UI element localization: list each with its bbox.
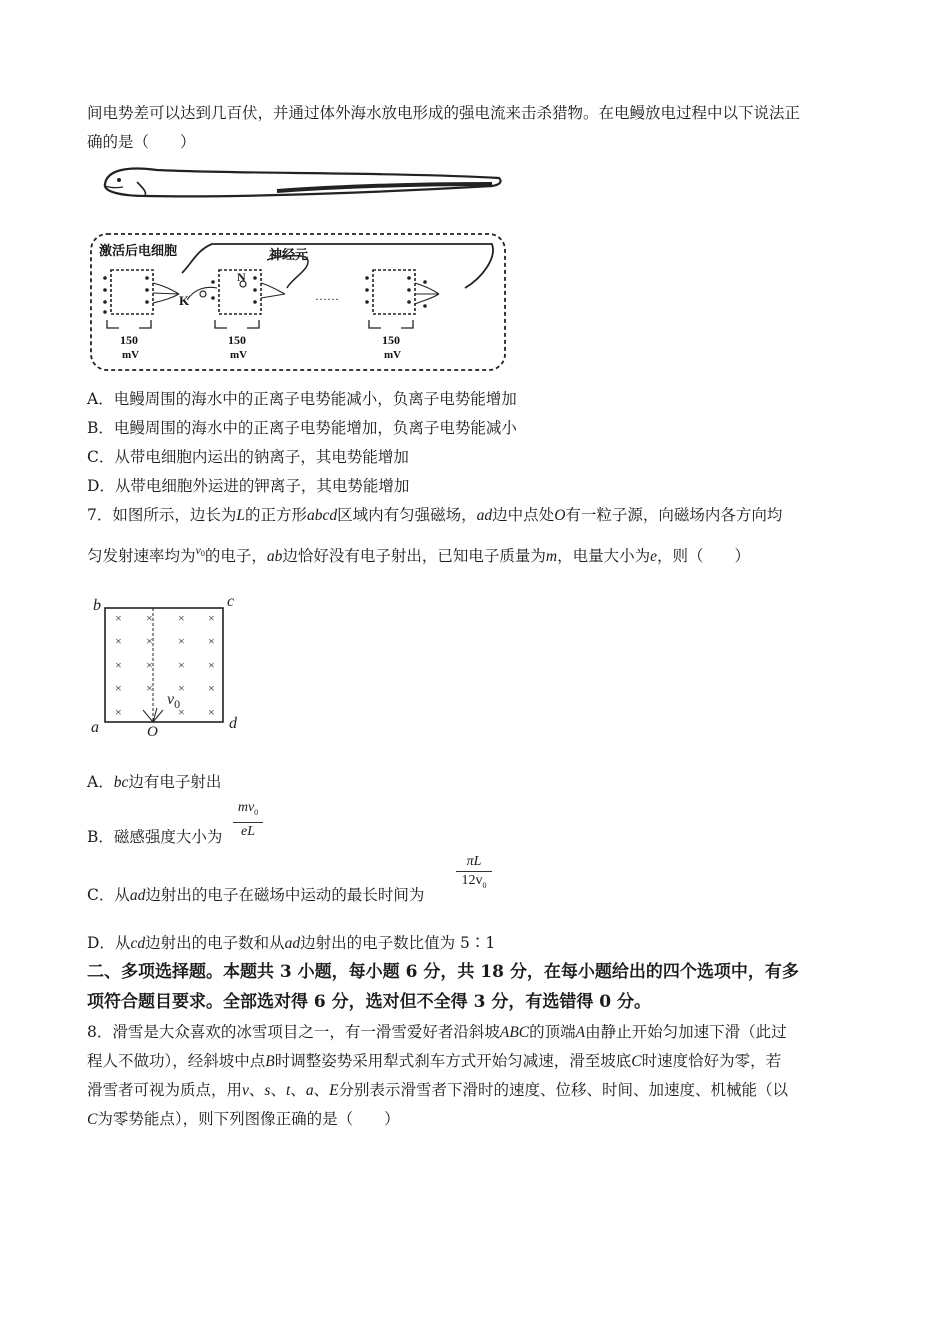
magnetic-field-figure xyxy=(87,590,247,740)
q7-option-b-fraction: $mv_0$ eL xyxy=(233,800,263,840)
q6-option-c: C．从带电细胞内运出的钠离子，其电势能增加 xyxy=(87,448,409,466)
section2-heading-line2: 项符合题目要求。全部选对得 6 分，选对但不全得 3 分，有选错得 0 分。 xyxy=(87,992,651,1012)
q8-line2: 程人不做功），经斜坡中点B时调整姿势采用犁式刹车方式开始匀减速，滑至坡底C时速度恰好为零，若 xyxy=(87,1052,782,1070)
section2-heading-line1: 二、多项选择题。本题共 3 小题，每小题 6 分，共 18 分，在每小题给出的四个选项中，有多 xyxy=(87,962,799,982)
velocity-label: $v_0$ xyxy=(167,691,181,711)
q8-line1: 8．滑雪是大众喜欢的冰雪项目之一，有一滑雪爱好者沿斜坡ABC的顶端A由静止开始匀加速下滑（此过 xyxy=(87,1023,787,1041)
svg-text:×: × xyxy=(178,681,185,695)
svg-text:×: × xyxy=(115,681,122,695)
eel-body xyxy=(105,169,501,197)
svg-text:×: × xyxy=(146,611,153,625)
svg-text:×: × xyxy=(208,681,215,695)
q8-line4: C为零势能点），则下列图像正确的是（ ） xyxy=(87,1110,400,1128)
q7-option-c-fraction: πL $12v_0$ xyxy=(456,854,492,894)
q7-stem-line1: 7．如图所示，边长为L的正方形abcd区域内有匀强磁场，ad边中点处O有一粒子源，向磁场内各方向均 xyxy=(87,506,783,524)
q6-intro-line1: 间电势差可以达到几百伏，并通过体外海水放电形成的强电流来击杀猎物。在电鳗放电过程中以下说法正 xyxy=(87,104,801,122)
neuron-label: 神经元 xyxy=(269,247,309,262)
q7-stem-line2: 匀发射速率均为$^{v0}$的电子，ab边恰好没有电子射出，已知电子质量为m，电量大小为e，则（ ） xyxy=(87,543,750,565)
voltage-unit-1: mV xyxy=(122,349,140,361)
svg-text:×: × xyxy=(208,658,215,672)
svg-text:×: × xyxy=(208,705,215,719)
voltage-value-1: 150 xyxy=(120,333,138,347)
electrocyte-3 xyxy=(365,270,439,328)
svg-text:×: × xyxy=(178,611,185,625)
box-label: 激活后电细胞 xyxy=(99,243,178,258)
corner-c: c xyxy=(227,593,235,610)
svg-text:×: × xyxy=(115,634,122,648)
field-square xyxy=(105,608,223,722)
q7-option-c: C．从ad边射出的电子在磁场中运动的最长时间为 xyxy=(87,886,425,904)
svg-text:×: × xyxy=(146,681,153,695)
svg-text:×: × xyxy=(115,658,122,672)
voltage-unit-3: mV xyxy=(384,349,402,361)
q6-option-b: B．电鳗周围的海水中的正离子电势能增加，负离子电势能减小 xyxy=(87,419,517,437)
electrocyte-2 xyxy=(187,270,285,328)
svg-text:×: × xyxy=(146,634,153,648)
ellipsis-dots: …… xyxy=(315,289,339,303)
q6-option-d: D．从带电细胞外运进的钾离子，其电势能增加 xyxy=(87,477,410,495)
svg-text:×: × xyxy=(115,611,122,625)
label-n: N xyxy=(237,270,246,284)
q8-line3: 滑雪者可视为质点，用v、s、t、a、E分别表示滑雪者下滑时的速度、位移、时间、加速度、机械能（以 xyxy=(87,1081,789,1099)
electrocyte-1 xyxy=(103,270,179,328)
q7-option-a: A．bc边有电子射出 xyxy=(87,773,222,791)
q7-option-b: B．磁感强度大小为 xyxy=(87,828,223,846)
svg-text:×: × xyxy=(115,705,122,719)
voltage-value-2: 150 xyxy=(228,333,246,347)
origin-label: O xyxy=(147,724,158,740)
field-crosses xyxy=(115,611,215,719)
neuron-axon xyxy=(182,244,493,288)
q7-option-d: D．从cd边射出的电子数和从ad边射出的电子数比值为 5∶1 xyxy=(87,934,496,952)
eel-figure xyxy=(87,158,517,378)
q6-intro-line2: 确的是（ ） xyxy=(87,133,196,151)
corner-b: b xyxy=(93,597,101,614)
q6-option-a: A．电鳗周围的海水中的正离子电势能减小，负离子电势能增加 xyxy=(87,390,517,408)
corner-d: d xyxy=(229,715,237,732)
svg-text:×: × xyxy=(208,611,215,625)
svg-text:×: × xyxy=(178,634,185,648)
corner-a: a xyxy=(91,719,99,736)
svg-text:×: × xyxy=(146,658,153,672)
voltage-value-3: 150 xyxy=(382,333,400,347)
voltage-unit-2: mV xyxy=(230,349,248,361)
svg-text:×: × xyxy=(178,705,185,719)
label-k: K xyxy=(179,293,190,308)
svg-text:×: × xyxy=(178,658,185,672)
svg-text:×: × xyxy=(208,634,215,648)
